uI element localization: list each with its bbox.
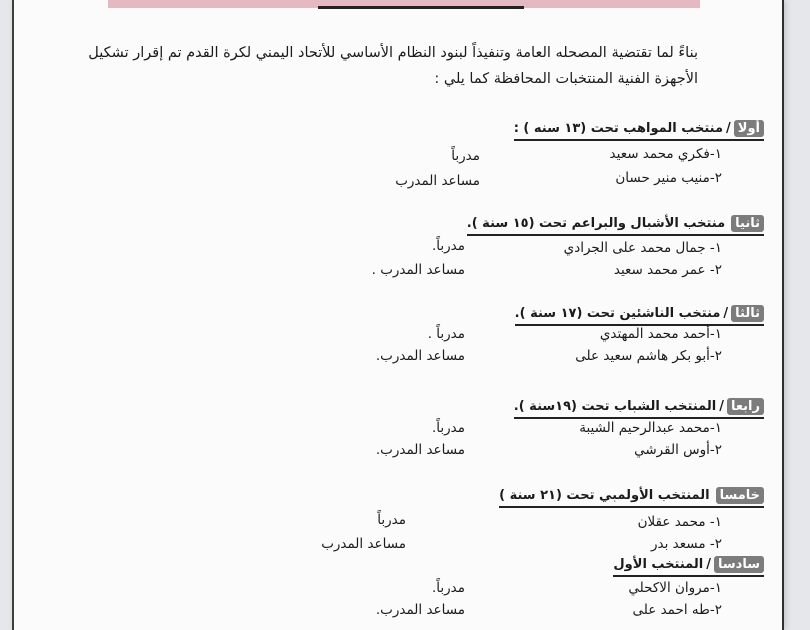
section-title: منتخب الأشبال والبراعم تحت (١٥ سنة ). (466, 216, 726, 231)
section-3-heading: ثالثا/منتخب الناشئين تحت (١٧ سنة ). (515, 305, 764, 326)
member-role: مدرباً. (432, 238, 465, 254)
member-name: ١-مروان الاكحلي (628, 580, 722, 596)
intro-paragraph: بناءً لما تقتضية المصحله العامة وتنفيذاً لبنود النظام الأساسي للأتحاد اليمني لكرة القدم تم إقرار تشكيل الأجهزة الفنية المنتخبات المحافظة كما يلي : (88, 45, 698, 87)
member-name: ١- جمال محمد على الجرادي (563, 240, 722, 256)
member-name: ٢-منيب منير حسان (615, 170, 722, 186)
member-name: ٢- مسعد بدر (651, 536, 722, 552)
member-name: ١-محمد عبدالرحيم الشيبة (579, 420, 722, 436)
section-ordinal: أولا (734, 120, 764, 137)
member-role: مساعد المدرب. (375, 602, 465, 618)
section-4-heading: رابعا/المنتخب الشباب تحت (١٩سنة ). (514, 398, 764, 419)
member-role: مساعد المدرب. (375, 442, 465, 458)
member-role: مدرباً. (432, 580, 465, 596)
section-1-heading: أولا/منتخب المواهب تحت (١٣ سنه ) : (514, 120, 764, 141)
section-5-heading (499, 487, 764, 508)
section-ordinal: ثانيا (731, 215, 764, 232)
section-title: المنتخب الأولمبي تحت (٢١ سنة ) (499, 488, 710, 503)
section-ordinal: ثالثا (731, 305, 764, 322)
member-role: مساعد المدرب . (371, 262, 465, 278)
member-role: مساعد المدرب (395, 173, 480, 189)
member-role: مدرباً (451, 148, 480, 164)
section-ordinal: خامسا (716, 487, 764, 504)
member-name: ٢-أوس القرشي (634, 442, 722, 458)
section-ordinal: رابعا (727, 398, 764, 415)
member-name: ٢-أبو بكر هاشم سعيد على (575, 348, 722, 364)
member-name: ١-أحمد محمد المهتدي (599, 326, 722, 342)
member-name: ٢- عمر محمد سعيد (613, 262, 722, 278)
section-title: المنتخب الأول (613, 557, 704, 572)
member-role: مدرباً . (427, 326, 465, 342)
member-role: مساعد المدرب (321, 536, 406, 552)
section-6-heading: سادسا/المنتخب الأول (613, 556, 764, 577)
member-name: ٢-طه احمد على (632, 602, 722, 618)
member-role: مدرباً. (432, 420, 465, 436)
header-underline (318, 6, 524, 9)
member-role: مساعد المدرب. (375, 348, 465, 364)
member-name: ١-فكري محمد سعيد (609, 146, 722, 162)
section-title: المنتخب الشباب تحت (١٩سنة ). (513, 399, 717, 414)
section-title: منتخب الناشئين تحت (١٧ سنة ). (514, 306, 721, 321)
section-2-heading (467, 215, 764, 236)
member-name: ١- محمد عقلان (637, 514, 722, 530)
section-ordinal: سادسا (714, 556, 764, 573)
member-role: مدرباً (377, 512, 406, 528)
section-title: منتخب المواهب تحت (١٣ سنه ) : (513, 121, 724, 136)
